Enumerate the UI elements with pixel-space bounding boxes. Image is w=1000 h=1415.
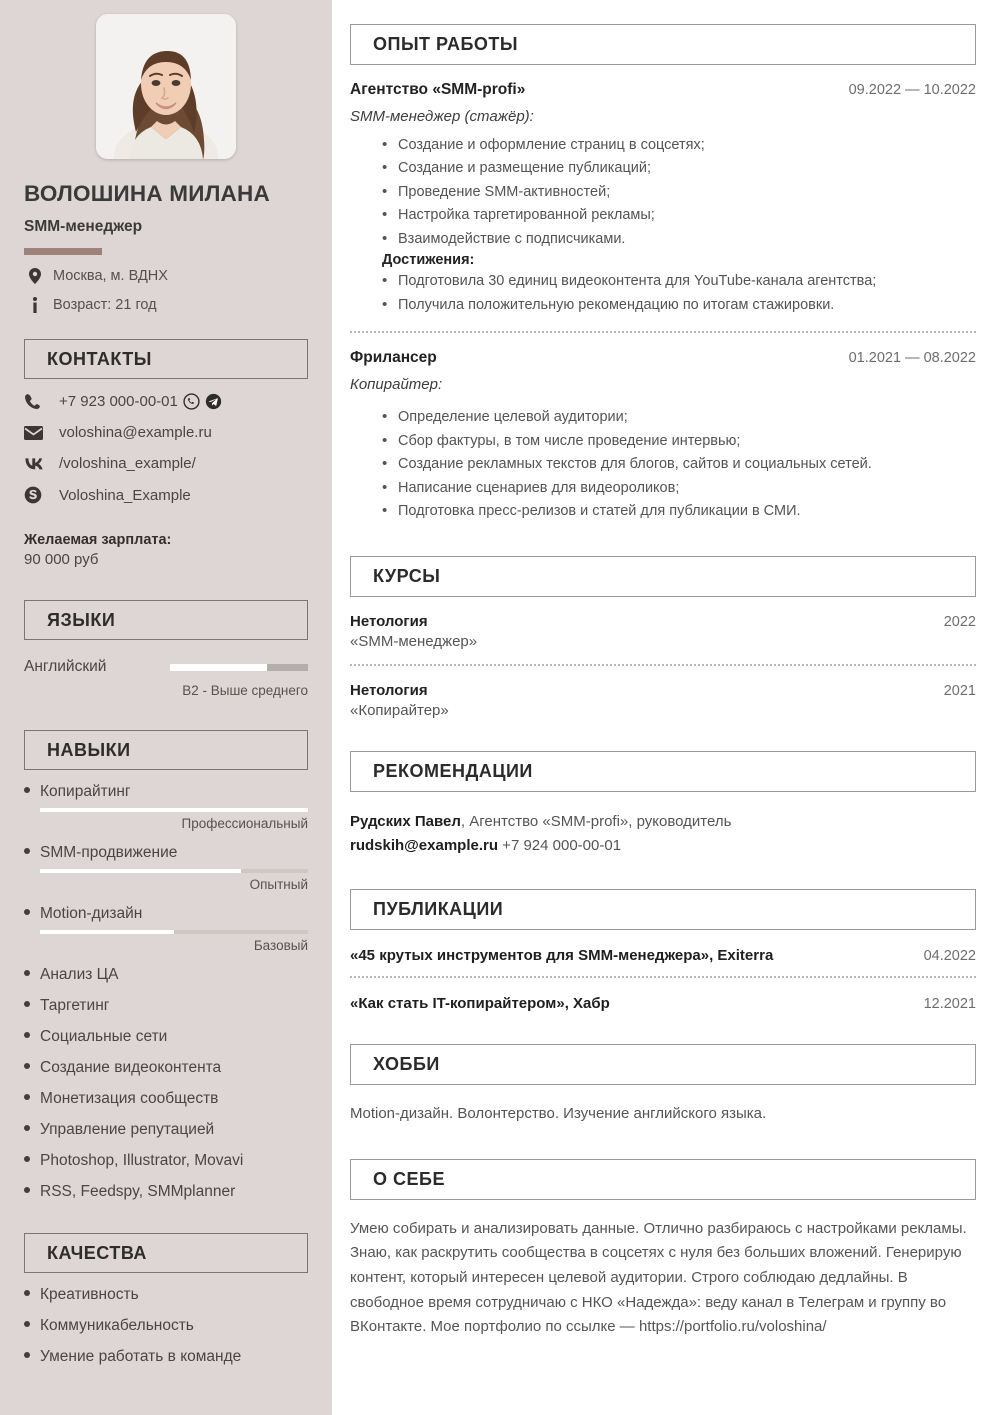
list-item: • Настройка таргетированной рекламы; bbox=[350, 204, 976, 227]
contact-email-label: voloshina@example.ru bbox=[59, 424, 212, 441]
list-item: • Создание рекламных текстов для блогов, сайтов и социальных сетей. bbox=[350, 453, 976, 476]
list-item: • Создание и размещение публикаций; bbox=[350, 157, 976, 180]
bullet-dot-icon bbox=[24, 970, 30, 976]
recommender-email[interactable]: rudskih@example.ru bbox=[350, 836, 499, 854]
publication-date: 12.2021 bbox=[923, 996, 976, 1013]
skill-plain-label: Анализ ЦА bbox=[40, 966, 119, 983]
bullet-dot-icon bbox=[24, 1290, 30, 1296]
main-column bbox=[332, 0, 1000, 1415]
section-header-publications: ПУБЛИКАЦИИ bbox=[350, 889, 976, 930]
skill-item bbox=[24, 844, 308, 892]
about-text: Умею собирать и анализировать данные. Отлично разбираюсь с настройками рекламы. Знаю, как раскрутить сообщества в соцсетях с нуля без больших вложений. Генерирую контент, который интересен целевой аудитории. Строго соблюдаю дедлайны. В свободное время сотрудничаю с НКО «Надежда»: веду канал в Телеграм и группу во ВКонтакте. Мое портфолио по ссылке — https://portfolio.ru/voloshina/ bbox=[350, 1219, 967, 1336]
position-title: SMM-менеджер (стажёр): bbox=[350, 108, 534, 125]
bullet-dot-icon bbox=[24, 1352, 30, 1358]
skill-progress-bar bbox=[40, 808, 308, 812]
course-org: Нетология bbox=[350, 612, 428, 630]
bullet-dot-icon bbox=[24, 1063, 30, 1069]
vk-icon bbox=[24, 457, 50, 470]
telegram-icon[interactable] bbox=[205, 393, 222, 410]
section-header-hobby: ХОББИ bbox=[350, 1044, 976, 1085]
list-item bbox=[24, 1317, 308, 1335]
list-item bbox=[24, 1348, 308, 1366]
list-item: • Взаимодействие с подписчиками. bbox=[350, 228, 976, 251]
course-item bbox=[350, 682, 976, 719]
list-item: • Подготовила 30 единиц видеоконтента для YouTube-канала агентства; bbox=[350, 270, 976, 293]
meta-age bbox=[24, 297, 308, 313]
publication-date: 04.2022 bbox=[923, 948, 976, 965]
skill-plain-label: Управление репутацией bbox=[40, 1121, 215, 1138]
accent-divider bbox=[24, 248, 102, 255]
list-item: • Проведение SMM-активностей; bbox=[350, 181, 976, 204]
bullet-dot-icon bbox=[24, 1001, 30, 1007]
recommender-phone: +7 924 000-00-01 bbox=[498, 836, 622, 854]
section-header-about: О СЕБЕ bbox=[350, 1159, 976, 1200]
duties-list bbox=[350, 406, 976, 523]
language-level: B2 - Выше среднего bbox=[182, 683, 308, 698]
language-item bbox=[24, 658, 308, 676]
list-item: • Написание сценариев для видеороликов; bbox=[350, 477, 976, 500]
list-item bbox=[24, 1090, 308, 1108]
section-header-courses: КУРСЫ bbox=[350, 556, 976, 597]
quality-label: Умение работать в команде bbox=[40, 1348, 242, 1365]
list-item: • Создание и оформление страниц в соцсетях; bbox=[350, 134, 976, 157]
bullet-dot-icon bbox=[24, 909, 30, 915]
whatsapp-icon[interactable] bbox=[183, 393, 200, 410]
divider bbox=[350, 976, 976, 978]
salary-label: Желаемая зарплата: bbox=[24, 532, 172, 548]
list-item: • Получила положительную рекомендацию по итогам стажировки. bbox=[350, 294, 976, 317]
divider bbox=[350, 664, 976, 666]
bullet-dot-icon bbox=[24, 1032, 30, 1038]
page-title: ВОЛОШИНА МИЛАНА bbox=[24, 181, 270, 206]
publication-title: «Как стать IT-копирайтером», Хабр bbox=[350, 995, 610, 1013]
skill-label: SMM-продвижение bbox=[40, 844, 178, 861]
list-item bbox=[24, 1028, 308, 1046]
contact-email[interactable] bbox=[24, 424, 308, 441]
section-header-skills: НАВЫКИ bbox=[24, 730, 308, 770]
employment-dates: 09.2022 — 10.2022 bbox=[848, 82, 976, 98]
skill-level: Профессиональный bbox=[181, 816, 308, 831]
skill-level: Опытный bbox=[249, 877, 308, 892]
recommender-position: , Агентство «SMM-profi», руководитель bbox=[460, 812, 732, 830]
duties-list bbox=[350, 134, 976, 251]
list-item bbox=[24, 1152, 308, 1170]
skill-item bbox=[24, 783, 308, 831]
language-name: Английский bbox=[24, 658, 107, 675]
quality-label: Коммуникабельность bbox=[40, 1317, 194, 1334]
skill-level: Базовый bbox=[253, 938, 308, 953]
avatar bbox=[96, 14, 236, 159]
skill-item bbox=[24, 905, 308, 953]
contact-vk[interactable] bbox=[24, 455, 308, 472]
quality-label: Креативность bbox=[40, 1286, 139, 1303]
language-progress-bar bbox=[170, 664, 308, 671]
skill-progress-bar bbox=[40, 930, 308, 934]
experience-item bbox=[350, 349, 976, 523]
list-item bbox=[24, 1121, 308, 1139]
bullet-dot-icon bbox=[24, 1321, 30, 1327]
meta-location bbox=[24, 268, 308, 284]
contact-phone[interactable] bbox=[24, 393, 308, 410]
envelope-icon bbox=[24, 426, 50, 440]
skill-plain-label: Монетизация сообществ bbox=[40, 1090, 219, 1107]
meta-location-label: Москва, м. ВДНХ bbox=[53, 268, 168, 284]
section-header-contacts: КОНТАКТЫ bbox=[24, 339, 308, 379]
employment-dates: 01.2021 — 08.2022 bbox=[848, 350, 976, 367]
list-item bbox=[24, 1286, 308, 1304]
phone-icon bbox=[24, 393, 50, 410]
info-icon bbox=[24, 297, 46, 313]
location-pin-icon bbox=[24, 268, 46, 284]
list-item: • Сбор фактуры, в том числе проведение интервью; bbox=[350, 430, 976, 453]
skill-plain-label: Photoshop, Illustrator, Movavi bbox=[40, 1152, 244, 1169]
divider bbox=[350, 331, 976, 333]
section-header-qualities: КАЧЕСТВА bbox=[24, 1233, 308, 1273]
publication-item bbox=[350, 947, 976, 964]
skill-plain-label: Создание видеоконтента bbox=[40, 1059, 222, 1076]
section-header-experience: ОПЫТ РАБОТЫ bbox=[350, 24, 976, 65]
course-item bbox=[350, 613, 976, 650]
course-name: «SMM-менеджер» bbox=[350, 632, 478, 650]
contact-skype-label: Voloshina_Example bbox=[59, 486, 191, 504]
list-item: • Подготовка пресс-релизов и статей для публикации в СМИ. bbox=[350, 500, 976, 523]
list-item bbox=[24, 997, 308, 1015]
employer-name: Агентство «SMM-profi» bbox=[350, 81, 526, 98]
section-header-languages: ЯЗЫКИ bbox=[24, 600, 308, 640]
salary-value: 90 000 руб bbox=[24, 551, 99, 568]
course-year: 2022 bbox=[943, 613, 976, 630]
skill-plain-label: Таргетинг bbox=[40, 997, 110, 1014]
bullet-dot-icon bbox=[24, 1156, 30, 1162]
skill-label: Motion-дизайн bbox=[40, 905, 143, 922]
skill-plain-label: RSS, Feedspy, SMMplanner bbox=[40, 1183, 236, 1200]
skype-icon bbox=[24, 486, 50, 504]
publication-title: «45 крутых инструментов для SMM-менеджера», Exiterra bbox=[350, 947, 774, 965]
list-item bbox=[24, 1059, 308, 1077]
bullet-dot-icon bbox=[24, 848, 30, 854]
contact-skype[interactable] bbox=[24, 486, 308, 504]
contact-phone-label: +7 923 000-00-01 bbox=[59, 393, 178, 410]
experience-item bbox=[350, 81, 976, 317]
course-year: 2021 bbox=[943, 682, 976, 699]
bullet-dot-icon bbox=[24, 787, 30, 793]
employer-name: Фрилансер bbox=[350, 349, 437, 367]
job-role: SMM-менеджер bbox=[24, 218, 143, 235]
bullet-dot-icon bbox=[24, 1125, 30, 1131]
achievements-list bbox=[350, 270, 976, 317]
course-org: Нетология bbox=[350, 681, 428, 699]
meta-age-label: Возраст: 21 год bbox=[53, 297, 157, 313]
recommender-name: Рудских Павел bbox=[350, 812, 461, 830]
portrait-photo-icon bbox=[96, 14, 236, 159]
list-item bbox=[24, 966, 308, 984]
achievements-label: Достижения: bbox=[382, 252, 475, 269]
skill-plain-label: Социальные сети bbox=[40, 1028, 168, 1045]
list-item: • Определение целевой аудитории; bbox=[350, 406, 976, 429]
skill-label: Копирайтинг bbox=[40, 783, 131, 800]
bullet-dot-icon bbox=[24, 1187, 30, 1193]
course-name: «Копирайтер» bbox=[350, 701, 449, 719]
sidebar bbox=[0, 0, 332, 1415]
recommendation-item bbox=[350, 810, 976, 857]
hobby-text: Motion-дизайн. Волонтерство. Изучение английского языка. bbox=[350, 1105, 767, 1123]
section-header-recommendations: РЕКОМЕНДАЦИИ bbox=[350, 751, 976, 792]
skill-progress-bar bbox=[40, 869, 308, 873]
position-title: Копирайтер: bbox=[350, 376, 443, 394]
contact-vk-label: /voloshina_example/ bbox=[59, 455, 196, 472]
list-item bbox=[24, 1183, 308, 1201]
bullet-dot-icon bbox=[24, 1094, 30, 1100]
publication-item bbox=[350, 995, 976, 1012]
